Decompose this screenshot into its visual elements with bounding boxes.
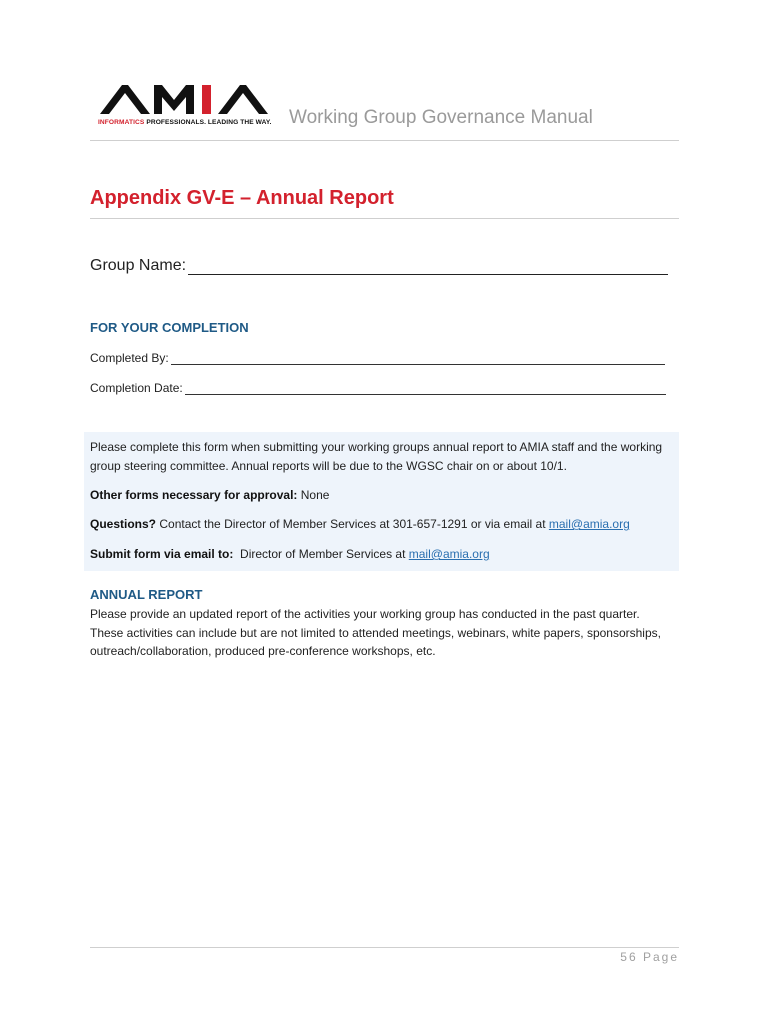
completion-date-line[interactable] [185, 382, 666, 395]
info-intro: Please complete this form when submitting your working groups annual report to AMIA staff and the working group steering committee. Annual reports will be due to the WGSC chair on or about 10/1. [90, 440, 663, 473]
page-number: 56 Page [620, 950, 679, 964]
completion-date-field[interactable] [90, 381, 666, 395]
other-forms-label: Other forms necessary for approval: [90, 488, 298, 502]
submit-line [90, 545, 670, 564]
completed-by-line[interactable] [171, 352, 665, 365]
group-name-field[interactable] [90, 257, 668, 275]
appendix-title: Appendix GV-E – Annual Report [90, 187, 394, 209]
questions-text: Contact the Director of Member Services at 301-657-1291 or via email at [159, 517, 546, 531]
completed-by-label: Completed By: [90, 351, 169, 365]
completed-by-field[interactable] [90, 351, 665, 365]
completion-date-label: Completion Date: [90, 381, 183, 395]
header-divider [90, 140, 679, 141]
logo-tagline: INFORMATICS PROFESSIONALS. LEADING THE WAY. [98, 119, 272, 126]
other-forms-line [90, 486, 670, 505]
submit-text: Director of Member Services at [240, 547, 406, 561]
questions-email-link[interactable]: mail@amia.org [548, 517, 630, 531]
submit-email-link[interactable]: mail@amia.org [408, 547, 490, 561]
annual-report-heading: ANNUAL REPORT [90, 587, 203, 602]
questions-label: Questions? [90, 517, 157, 531]
manual-title: Working Group Governance Manual [289, 107, 593, 128]
footer-divider [90, 947, 679, 948]
questions-line [90, 515, 670, 534]
group-name-label: Group Name: [90, 257, 187, 274]
annual-report-body: Please provide an updated report of the activities your working group has conducted in the past quarter. These activities can include but are not limited to attended meetings, webinars, white papers, sponsorships, outreach/collaboration, produced pre-conference workshops, etc. [90, 607, 661, 658]
submit-label: Submit form via email to: [90, 547, 234, 561]
other-forms-value: None [300, 488, 330, 502]
title-divider [90, 218, 679, 219]
group-name-line[interactable] [188, 258, 668, 275]
amia-logo-mark [98, 82, 274, 116]
completion-heading: FOR YOUR COMPLETION [90, 320, 249, 335]
